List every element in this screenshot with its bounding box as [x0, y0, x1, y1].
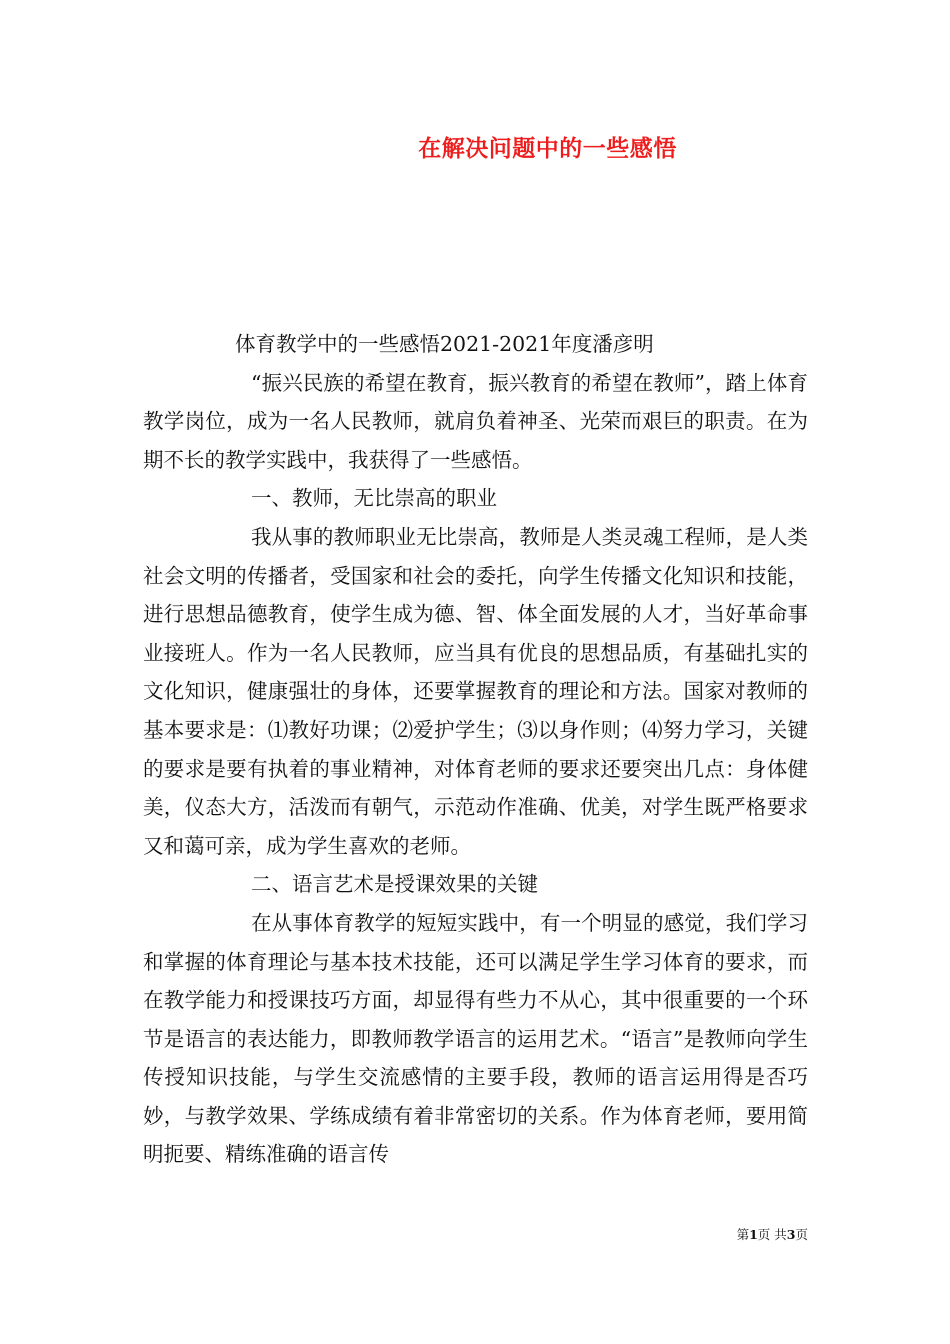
- footer-total-pages: 3: [786, 1227, 796, 1242]
- paragraph-section-2: 在从事体育教学的短短实践中，有一个明显的感觉，我们学习和掌握的体育理论与基本技术技能，还可以满足学生学习体育的要求，而在教学能力和授课技巧方面，却显得有些力不从心，其中很重要的一个环节是语言的表达能力，即教师教学语言的运用艺术。“语言”是教师向学生传授知识技能，与学生交流感情的主要手段，教师的语言运用得是否巧妙，与教学效果、学练成绩有着非常密切的关系。作为体育老师，要用简明扼要、精练准确的语言传: [143, 910, 808, 1167]
- subtitle-line: 体育教学中的一些感悟2021-2021年度潘彦明: [235, 332, 654, 356]
- paragraph-section-1: 我从事的教师职业无比崇高，教师是人类灵魂工程师，是人类社会文明的传播者，受国家和社会的委托，向学生传播文化知识和技能，进行思想品德教育，使学生成为德、智、体全面发展的人才，当好革命事业接班人。作为一名人民教师，应当具有优良的思想品质，有基础扎实的文化知识，健康强壮的身体，还要掌握教育的理论和方法。国家对教师的基本要求是：⑴教好功课；⑵爱护学生；⑶以身作则；⑷努力学习，关键的要求是要有执着的事业精神，对体育老师的要求还要突出几点：身体健美，仪态大方，活泼而有朝气，示范动作准确、优美，对学生既严格要求又和蔼可亲，成为学生喜欢的老师。: [143, 524, 808, 858]
- paragraph-intro: “振兴民族的希望在教育，振兴教育的希望在教师”，踏上体育教学岗位，成为一名人民教师，就肩负着神圣、光荣而艰巨的职责。在为期不长的教学实践中，我获得了一些感悟。: [143, 370, 808, 472]
- page-title: 在解决问题中的一些感悟: [418, 135, 677, 162]
- page-footer: [737, 1226, 808, 1244]
- footer-page-number: 1: [749, 1227, 758, 1242]
- section-heading-2: 二、语言艺术是授课效果的关键: [251, 872, 538, 897]
- footer-prefix: 第: [736, 1227, 750, 1242]
- document-body: [143, 325, 808, 1174]
- footer-suffix: 页: [795, 1227, 808, 1242]
- section-heading-1: 一、教师，无比崇高的职业: [251, 486, 497, 511]
- footer-middle: 页 共: [757, 1227, 787, 1242]
